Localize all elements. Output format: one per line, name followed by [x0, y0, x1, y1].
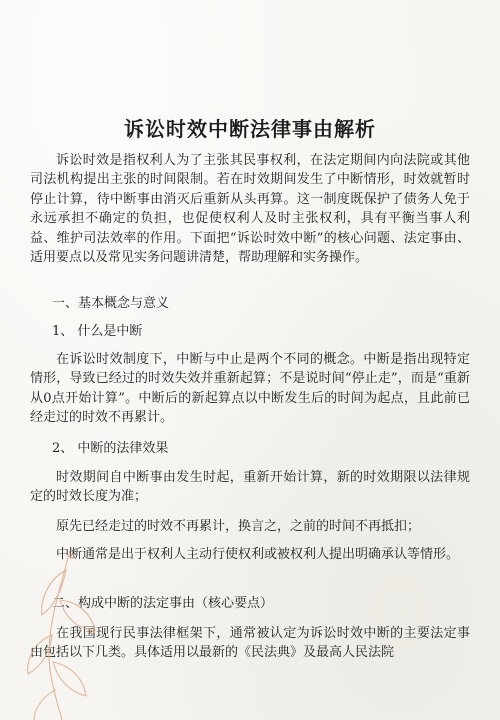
intro-paragraph: 诉讼时效是指权利人为了主张其民事权利，在法定期间内向法院或其他司法机构提出主张的时间限制。若在时效期间发生了中断情形，时效就暂时停止计算，待中断事由消灭后重新从头再算。这一制度既保护了债务人免于永远承担不确定的负担，也促使权利人及时主张权利，具有平衡当事人利益、维护司法效率的作用。下面把“诉讼时效中断”的核心问题、法定事由、适用要点以及常见实务问题讲清楚，帮助理解和实务操作。: [30, 153, 470, 266]
subsection-2-text-1: 时效期间自中断事由发生时起，重新开始计算，新的时效期限以法律规定的时效长度为准；: [30, 470, 470, 505]
subsection-1-text: 在诉讼时效制度下，中断与中止是两个不同的概念。中断是指出现特定情形，导致已经过的时效失效并重新起算；不是说时间“停止走”，而是“重新从0点开始计算”。中断后的新起算点以中断发生后的时间为起点，且此前已经走过的时效不再累计。: [30, 352, 470, 426]
subsection-2-text-3: 中断通常是出于权利人主动行使权利或被权利人提出明确承认等情形。: [56, 547, 460, 562]
section-heading-1: 一、基本概念与意义: [52, 296, 170, 311]
subsection-heading-1: 1、 什么是中断: [52, 324, 143, 339]
section-2-text: 在我国现行民事法律框架下，通常被认定为诉讼时效中断的主要法定事由包括以下几类。具体适用以最新的《民法典》及最高人民法院: [30, 626, 470, 661]
document-title: 诉讼时效中断法律事由解析: [124, 117, 376, 141]
subsection-heading-2: 2、 中断的法律效果: [52, 441, 169, 456]
section-heading-2: 二、构成中断的法定事由（核心要点）: [52, 596, 274, 611]
subsection-2-text-2: 原先已经走过的时效不再累计，换言之，之前的时间不再抵扣；: [56, 519, 421, 534]
